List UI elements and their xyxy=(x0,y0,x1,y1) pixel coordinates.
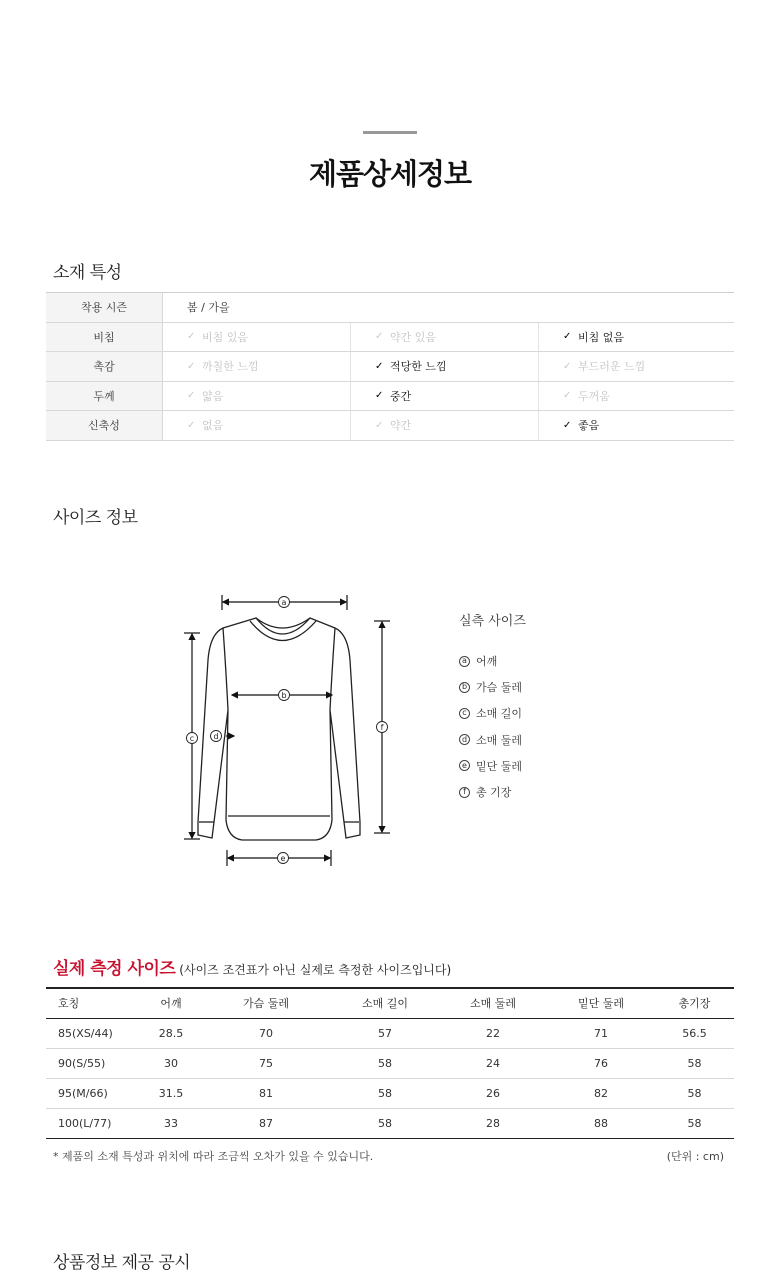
legend-item xyxy=(459,753,522,779)
material-option xyxy=(539,323,727,352)
checkmark-icon: ✓ xyxy=(375,390,384,402)
legend-item xyxy=(459,727,522,753)
table-cell: 31.5 xyxy=(141,1078,201,1108)
legend-mark: d xyxy=(459,734,470,745)
material-option-label: 중간 xyxy=(390,389,412,403)
table-cell: 57 xyxy=(331,1018,439,1048)
table-cell: 100(L/77) xyxy=(46,1108,141,1138)
material-option-label: 얇음 xyxy=(202,389,224,403)
svg-text:c: c xyxy=(189,734,195,743)
size-column-header: 밑단 둘레 xyxy=(547,988,655,1018)
size-section-title: 사이즈 정보 xyxy=(53,508,138,528)
table-row xyxy=(46,1018,734,1048)
size-column-header: 어깨 xyxy=(141,988,201,1018)
svg-text:f: f xyxy=(380,723,384,732)
table-cell: 58 xyxy=(331,1078,439,1108)
table-cell: 26 xyxy=(439,1078,547,1108)
table-cell: 88 xyxy=(547,1108,655,1138)
season-value: 봄 / 가을 xyxy=(187,301,230,315)
table-cell: 90(S/55) xyxy=(46,1048,141,1078)
table-cell: 87 xyxy=(201,1108,331,1138)
material-row xyxy=(46,382,734,412)
legend-label: 총 기장 xyxy=(476,786,512,800)
legend-label: 어깨 xyxy=(476,655,498,669)
material-row-label: 비침 xyxy=(46,323,163,352)
material-row xyxy=(46,323,734,353)
legend-item xyxy=(459,648,522,674)
table-cell: 30 xyxy=(141,1048,201,1078)
svg-text:d: d xyxy=(213,732,219,741)
measurement-note: * 제품의 소재 특성과 위치에 따라 조금씩 오차가 있을 수 있습니다. xyxy=(53,1150,374,1163)
legend-mark: e xyxy=(459,760,470,771)
checkmark-icon: ✓ xyxy=(563,360,572,372)
table-cell: 76 xyxy=(547,1048,655,1078)
material-option-label: 약간 있음 xyxy=(390,330,437,344)
material-row-label: 착용 시즌 xyxy=(46,293,163,322)
material-option-label: 두꺼움 xyxy=(578,389,610,403)
material-option xyxy=(351,382,539,411)
table-cell: 24 xyxy=(439,1048,547,1078)
table-cell: 81 xyxy=(201,1078,331,1108)
table-cell: 56.5 xyxy=(655,1018,734,1048)
sweater-diagram xyxy=(170,590,410,875)
checkmark-icon: ✓ xyxy=(375,419,384,431)
size-table-header xyxy=(46,988,734,1018)
table-cell: 95(M/66) xyxy=(46,1078,141,1108)
size-table xyxy=(46,987,734,1139)
table-cell: 58 xyxy=(331,1048,439,1078)
table-cell: 58 xyxy=(655,1048,734,1078)
size-column-header: 소매 둘레 xyxy=(439,988,547,1018)
material-row-label: 두께 xyxy=(46,382,163,411)
legend-label: 소매 둘레 xyxy=(476,733,523,747)
material-option xyxy=(539,352,727,381)
material-row xyxy=(46,411,734,441)
size-column-header: 가슴 둘레 xyxy=(201,988,331,1018)
material-row xyxy=(46,352,734,382)
checkmark-icon: ✓ xyxy=(187,360,196,372)
checkmark-icon: ✓ xyxy=(563,390,572,402)
unit-label: (단위 : cm) xyxy=(666,1150,724,1163)
legend-mark: a xyxy=(459,656,470,667)
svg-text:a: a xyxy=(281,598,287,607)
svg-text:b: b xyxy=(281,691,287,700)
material-option xyxy=(163,352,351,381)
material-option xyxy=(163,411,351,440)
checkmark-icon: ✓ xyxy=(375,360,384,372)
table-cell: 28 xyxy=(439,1108,547,1138)
notice-section-title: 상품정보 제공 공시 xyxy=(53,1253,191,1273)
legend-mark: c xyxy=(459,708,470,719)
material-option-label: 비침 있음 xyxy=(202,330,249,344)
legend-item xyxy=(459,700,522,726)
legend-title: 실측 사이즈 xyxy=(459,614,526,629)
material-option-label: 까칠한 느낌 xyxy=(202,360,259,374)
title-divider xyxy=(363,131,417,134)
table-cell: 22 xyxy=(439,1018,547,1048)
measurement-legend xyxy=(459,648,522,805)
material-option xyxy=(351,411,539,440)
material-section-title: 소재 특성 xyxy=(53,263,122,283)
legend-label: 소매 길이 xyxy=(476,707,523,721)
table-cell: 58 xyxy=(655,1108,734,1138)
material-option-label: 없음 xyxy=(202,419,224,433)
table-row xyxy=(46,1048,734,1078)
table-cell: 58 xyxy=(331,1108,439,1138)
checkmark-icon: ✓ xyxy=(187,419,196,431)
checkmark-icon: ✓ xyxy=(375,331,384,343)
legend-item xyxy=(459,674,522,700)
size-column-header: 호칭 xyxy=(46,988,141,1018)
svg-text:e: e xyxy=(280,854,286,863)
table-cell: 75 xyxy=(201,1048,331,1078)
legend-label: 가슴 둘레 xyxy=(476,681,523,695)
material-option-label: 좋음 xyxy=(578,419,600,433)
table-row xyxy=(46,1078,734,1108)
legend-label: 밑단 둘레 xyxy=(476,759,523,773)
table-cell: 82 xyxy=(547,1078,655,1108)
material-option xyxy=(351,323,539,352)
checkmark-icon: ✓ xyxy=(563,419,572,431)
material-option-label: 비침 없음 xyxy=(578,330,625,344)
checkmark-icon: ✓ xyxy=(563,331,572,343)
size-column-header: 총기장 xyxy=(655,988,734,1018)
material-option xyxy=(539,382,727,411)
legend-item xyxy=(459,779,522,805)
checkmark-icon: ✓ xyxy=(187,331,196,343)
table-cell: 71 xyxy=(547,1018,655,1048)
table-cell: 28.5 xyxy=(141,1018,201,1048)
material-row-label: 신축성 xyxy=(46,411,163,440)
material-option xyxy=(163,382,351,411)
legend-mark: b xyxy=(459,682,470,693)
table-row xyxy=(46,1108,734,1138)
legend-mark: f xyxy=(459,787,470,798)
material-option-label: 적당한 느낌 xyxy=(390,360,447,374)
material-option xyxy=(163,323,351,352)
checkmark-icon: ✓ xyxy=(187,390,196,402)
material-option-label: 부드러운 느낌 xyxy=(578,360,646,374)
size-column-header: 소매 길이 xyxy=(331,988,439,1018)
material-option-label: 약간 xyxy=(390,419,412,433)
page-title: 제품상세정보 xyxy=(308,157,472,191)
measured-size-title: 실제 측정 사이즈 xyxy=(53,959,176,979)
material-row-season xyxy=(46,293,734,323)
table-cell: 58 xyxy=(655,1078,734,1108)
measured-size-heading xyxy=(53,954,451,979)
material-option xyxy=(351,352,539,381)
table-cell: 70 xyxy=(201,1018,331,1048)
measured-size-subtitle: (사이즈 조견표가 아닌 실제로 측정한 사이즈입니다) xyxy=(179,963,452,977)
material-row-label: 촉감 xyxy=(46,352,163,381)
table-cell: 85(XS/44) xyxy=(46,1018,141,1048)
material-table xyxy=(46,292,734,441)
material-option xyxy=(539,411,727,440)
table-cell: 33 xyxy=(141,1108,201,1138)
